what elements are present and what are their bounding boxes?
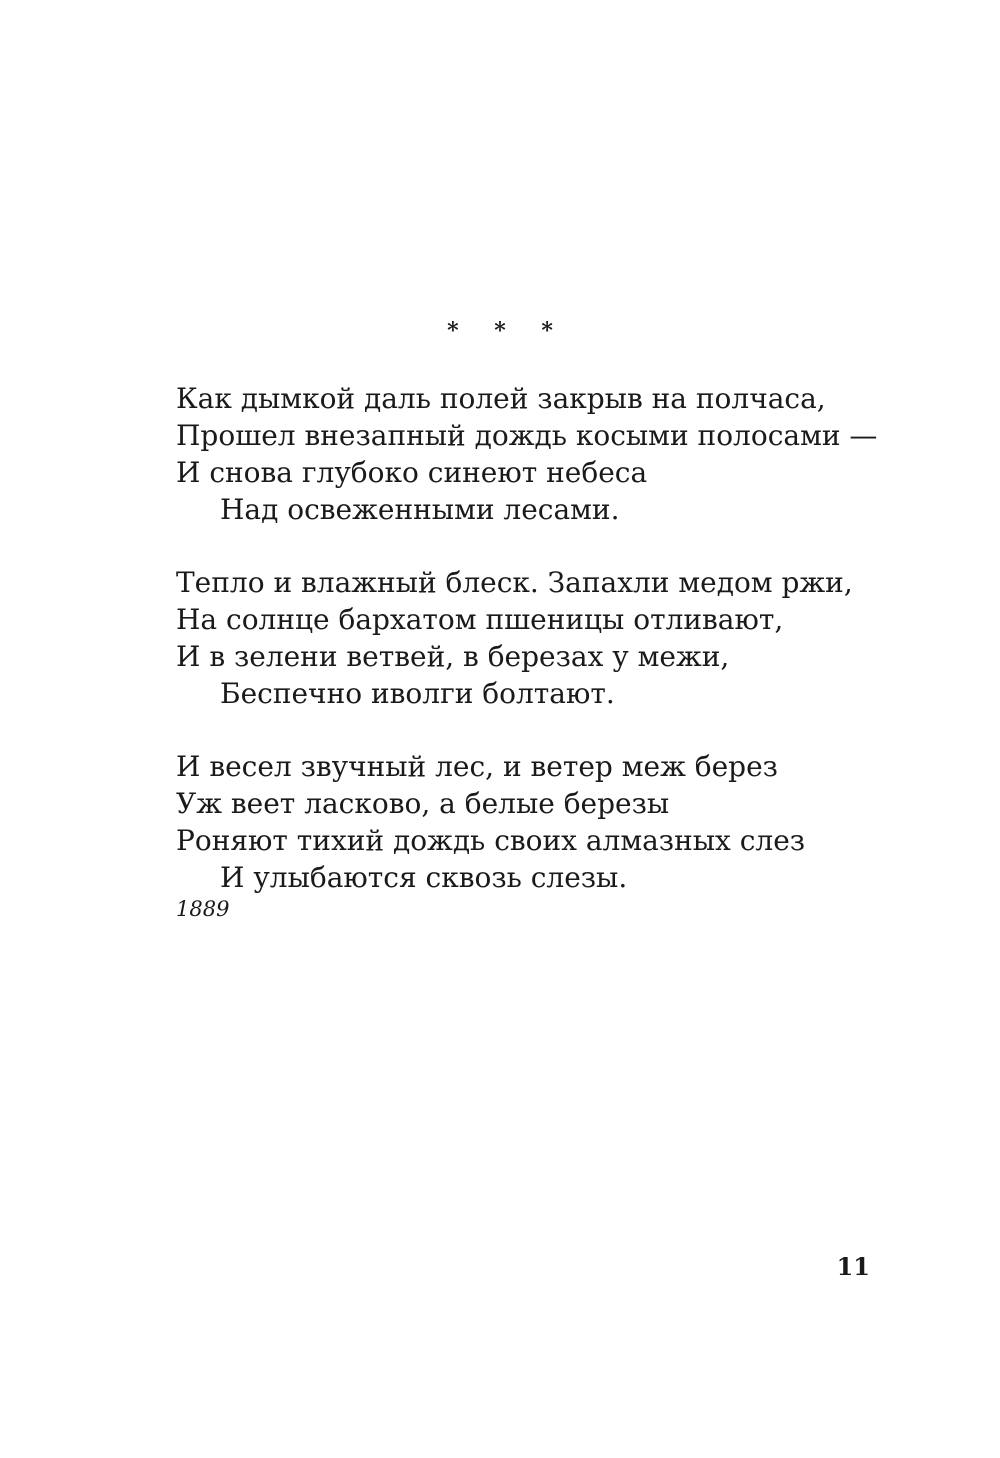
poem-line: И в зелени ветвей, в березах у межи, — [176, 640, 730, 673]
section-ornament: * * * — [447, 318, 567, 344]
poem-line: И весел звучный лес, и ветер меж берез — [176, 750, 778, 783]
poem-line: Роняют тихий дождь своих алмазных слез — [176, 824, 806, 857]
poem-line-indented: Беспечно иволги болтают. — [220, 677, 615, 710]
poem-line: Как дымкой даль полей закрыв на полчаса, — [176, 382, 826, 415]
poem-line: Уж веет ласково, а белые березы — [176, 787, 670, 820]
stanza — [176, 564, 876, 712]
poem-line: На солнце бархатом пшеницы отливают, — [176, 603, 784, 636]
poem-line-indented: И улыбаются сквозь слезы. — [220, 861, 628, 894]
poem-line: И снова глубоко синеют небеса — [176, 456, 648, 489]
poem-line-indented: Над освеженными лесами. — [220, 493, 620, 526]
poem-date: 1889 — [176, 897, 230, 921]
stanza — [176, 748, 876, 896]
poem-line: Прошел внезапный дождь косыми полосами — — [176, 419, 878, 452]
poem — [176, 380, 876, 932]
stanza — [176, 380, 876, 528]
page-number: 11 — [836, 1252, 870, 1281]
poem-line: Тепло и влажный блеск. Запахли медом ржи, — [176, 566, 853, 599]
